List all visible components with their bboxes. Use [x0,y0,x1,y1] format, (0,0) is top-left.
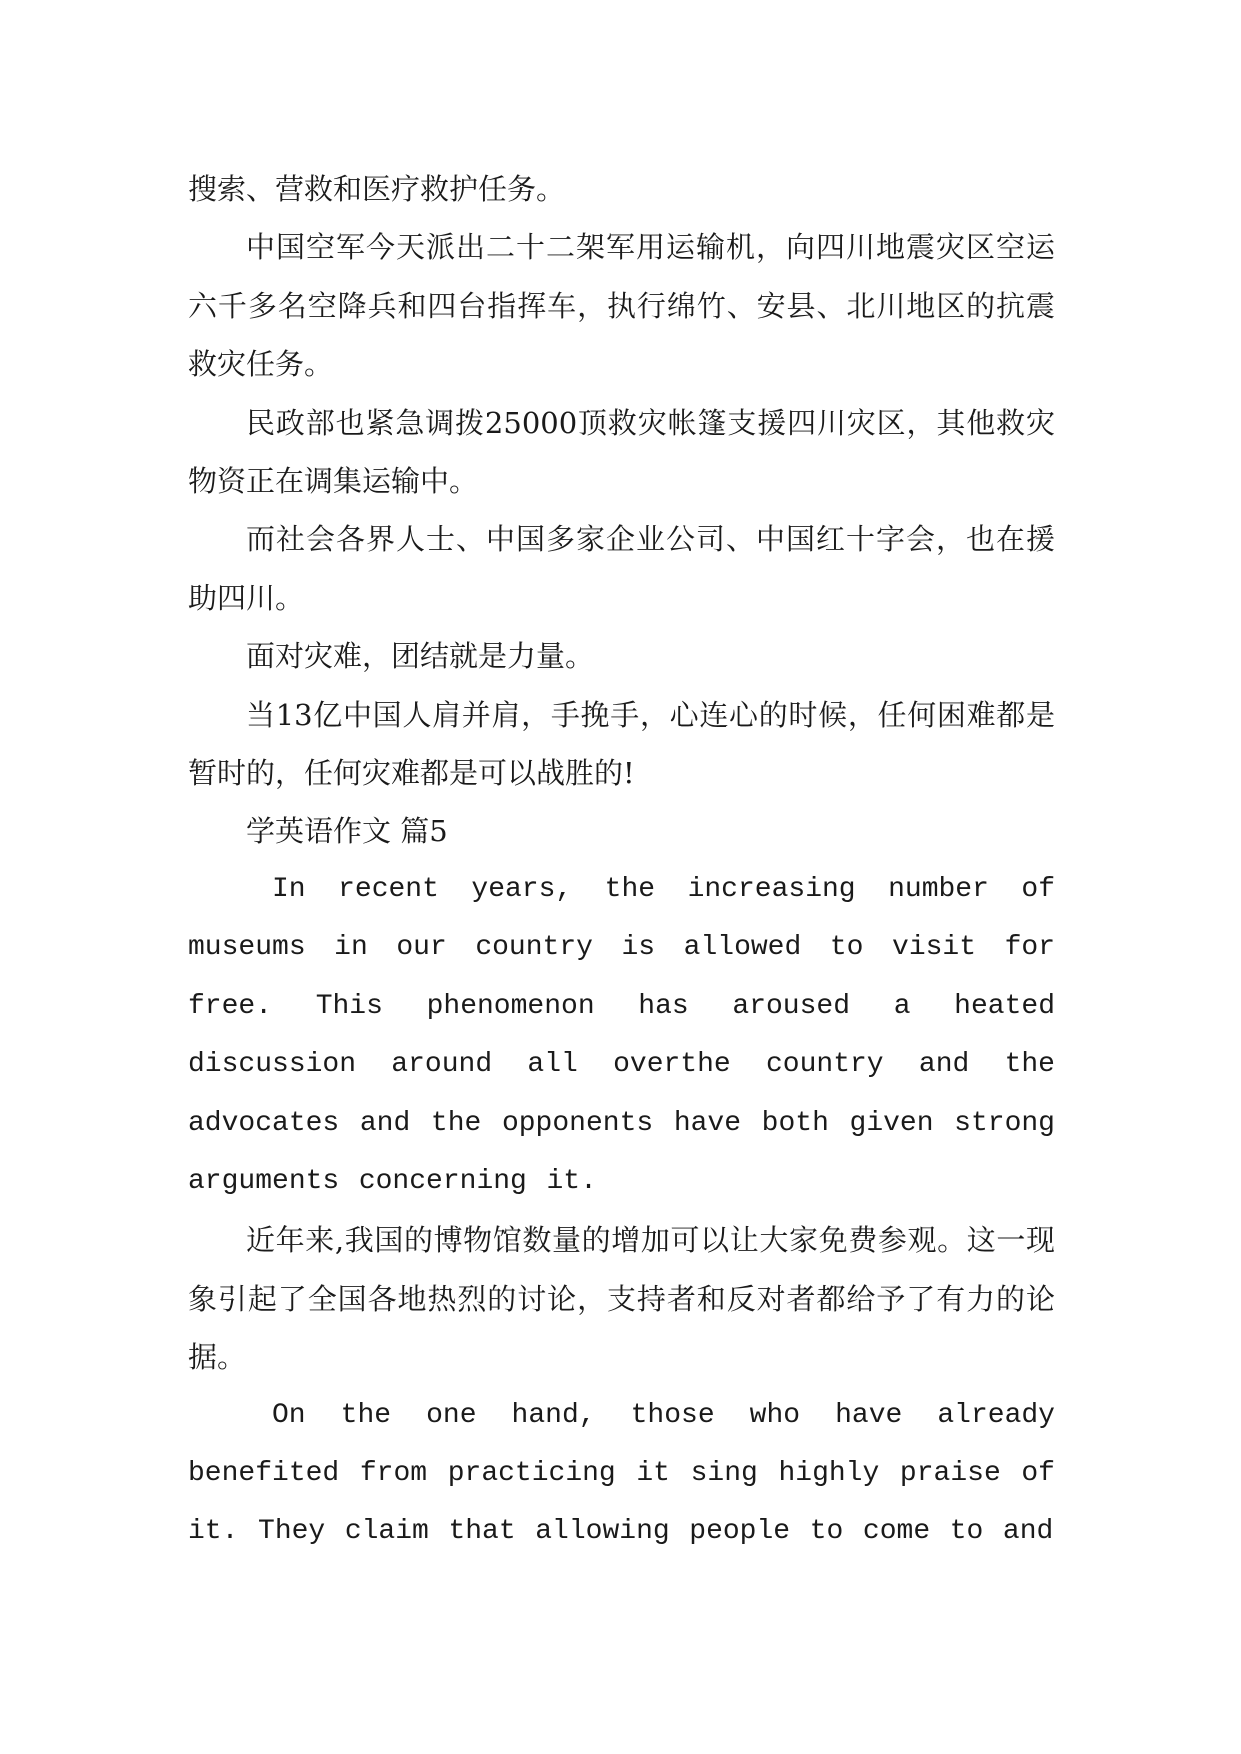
paragraph-english-intro: In recent years, the increasing number of museums in our country is allowed to visit for free. This phenomenon has aroused a heated discussion around all overthe country and the advocates and the opponents have both given strong arguments concerning it. [188,873,1055,1197]
section-heading: 学英语作文 篇5 [246,814,448,849]
paragraph-air-force: 中国空军今天派出二十二架军用运输机，向四川地震灾区空运六千多名空降兵和四台指挥车，执行绵竹、安县、北川地区的抗震救灾任务。 [188,230,1055,382]
paragraph-society-aid: 而社会各界人士、中国多家企业公司、中国红十字会，也在援助四川。 [188,522,1055,615]
paragraph-english-one-hand: On the one hand, those who have already benefited from practicing it sing highly praise of it. They claim that allowing people to come to and [188,1399,1055,1548]
paragraph-rescue-tasks: 搜索、营救和医疗救护任务。 [188,172,566,206]
document-page [188,160,1055,1562]
paragraph-billion-people: 当13亿中国人肩并肩，手挽手，心连心的时候，任何困难都是暂时的，任何灾难都是可以战胜的! [188,697,1055,791]
paragraph-unity: 面对灾难，团结就是力量。 [246,639,595,674]
paragraph-civil-affairs: 民政部也紧急调拨25000顶救灾帐篷支援四川灾区，其他救灾物资正在调集运输中。 [188,405,1055,499]
paragraph-chinese-translation: 近年来,我国的博物馆数量的增加可以让大家免费参观。这一现象引起了全国各地热烈的讨论，支持者和反对者都给予了有力的论据。 [188,1223,1055,1375]
